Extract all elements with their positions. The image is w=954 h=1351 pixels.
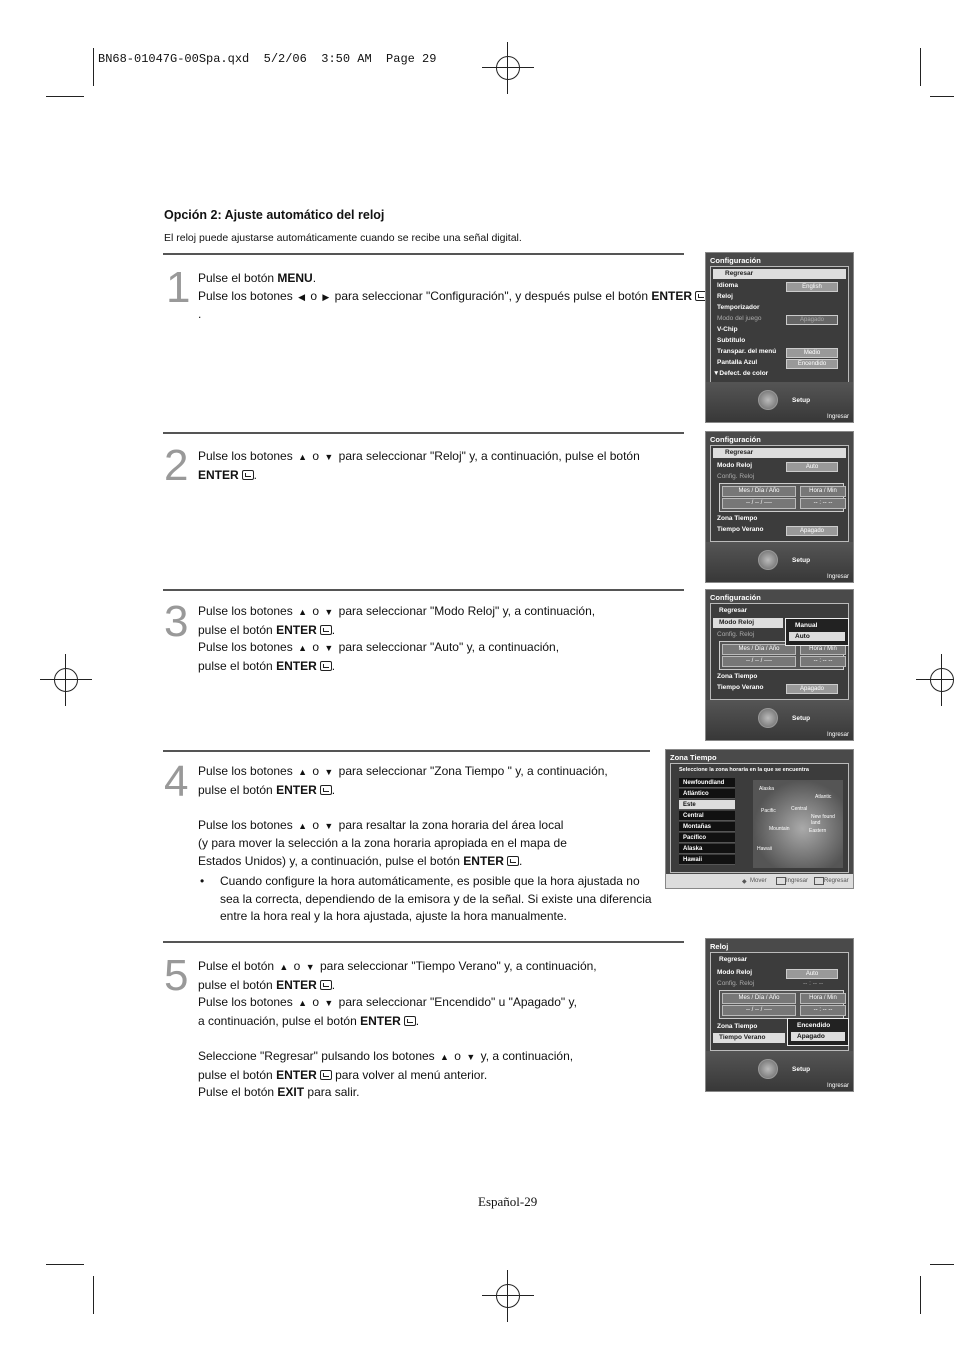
value-modo-juego: Apagado [786, 315, 838, 325]
up-arrow-icon: ▲ [298, 767, 307, 777]
ingresar-hint: Ingresar [826, 414, 849, 420]
step-divider [163, 589, 684, 591]
menu-item-v-chip[interactable]: V-Chip [717, 326, 738, 333]
step-4-text: Pulse los botones ▲ o ▼ para seleccionar "Zona Tiempo " y, a continuación, pulse el botón ENTER . Pulse los botones ▲ o ▼ para resaltar la zona horaria del área local (y para mover la selección a la zona horaria apropiada en el mapa de Estados Unidos) y, a continuación, pulse el botón ENTER . [198, 764, 608, 868]
up-arrow-icon: ▲ [298, 643, 307, 654]
zone-pacifico[interactable]: Pacífico [679, 833, 735, 843]
value-pantalla-azul: Encendido [786, 359, 838, 369]
crop-mark [930, 1264, 954, 1265]
zone-alaska[interactable]: Alaska [679, 844, 735, 854]
menu-item-zona-tiempo[interactable]: Zona Tiempo [717, 515, 758, 522]
right-arrow-icon: ▶ [322, 291, 330, 302]
menu-item-zona-tiempo[interactable]: Zona Tiempo [717, 1023, 758, 1030]
screen-footer [706, 382, 853, 422]
option-encendido[interactable]: Encendido [797, 1022, 831, 1029]
menu-item-modo-juego: Modo del juego [717, 315, 762, 322]
enter-icon [320, 785, 332, 795]
down-arrow-icon: ▼ [324, 452, 334, 462]
value-modo-reloj: Auto [786, 969, 838, 979]
setup-gear-icon [758, 708, 778, 728]
zona-instruction: Seleccione la zona horaria en la que se encuentra [679, 767, 809, 773]
step-divider [163, 253, 684, 255]
enter-icon [776, 877, 786, 885]
down-arrow-icon: ▼ [324, 820, 334, 831]
menu-item-tiempo-verano[interactable]: Tiempo Verano [713, 1033, 785, 1043]
menu-item-modo-reloj[interactable]: Modo Reloj [717, 969, 753, 976]
down-arrow-icon: ▼ [324, 998, 334, 1009]
enter-icon [320, 1070, 332, 1080]
zona-panel [670, 763, 849, 873]
step-divider [163, 750, 650, 752]
tv-screen-reloj [705, 431, 854, 583]
enter-icon [507, 856, 519, 866]
config-reloj-value: -- : -- -- [803, 980, 824, 987]
mover-hint: Mover [750, 878, 767, 884]
step-number: 2 [164, 441, 189, 490]
section-title: Opción 2: Ajuste automático del reloj [164, 208, 385, 222]
zone-newfoundland[interactable]: Newfoundland [679, 778, 735, 788]
zona-footer [666, 874, 853, 888]
map-label: Mountain [769, 826, 790, 832]
datetime-box [719, 990, 844, 1019]
crop-mark [93, 1276, 94, 1314]
modo-reloj-popup [785, 618, 849, 646]
setup-gear-icon [758, 390, 778, 410]
setup-label: Setup [792, 557, 811, 564]
option-auto[interactable]: Auto [789, 632, 845, 641]
crop-mark [920, 48, 921, 86]
zone-hawaii[interactable]: Hawaii [679, 855, 735, 865]
setup-gear-icon [758, 550, 778, 570]
crop-mark [930, 96, 954, 97]
enter-icon [242, 470, 254, 480]
option-manual[interactable]: Manual [795, 622, 818, 629]
registration-mark-icon [488, 48, 528, 88]
ingresar-hint: Ingresar [826, 1083, 849, 1089]
date-value: -- / -- / ---- [722, 656, 796, 667]
menu-item-regresar[interactable]: Regresar [719, 956, 748, 963]
step-number: 5 [164, 951, 189, 1000]
map-label: Central [791, 806, 808, 812]
step-2-text: Pulse los botones ▲ o ▼ para seleccionar "Reloj" y, a continuación, pulse el botón ENTER . [198, 449, 640, 482]
tv-screen-configuracion [705, 252, 854, 423]
registration-mark-icon [922, 660, 954, 700]
up-arrow-icon: ▲ [440, 1051, 449, 1062]
menu-item-regresar[interactable]: Regresar [713, 269, 846, 279]
setup-label: Setup [792, 1066, 811, 1073]
map-label: Alaska [759, 786, 775, 792]
screen-title: Configuración [710, 593, 761, 602]
tv-screen-zona-tiempo [665, 749, 854, 889]
step-divider [163, 941, 684, 943]
map-label: Hawaii [757, 846, 773, 852]
map-label: New found land [811, 814, 835, 826]
time-header: Hora / Min [800, 993, 846, 1004]
zone-atlantico[interactable]: Atlántico [679, 789, 735, 799]
setup-gear-icon [758, 1059, 778, 1079]
up-arrow-icon: ▲ [279, 962, 289, 972]
menu-item-regresar[interactable]: Regresar [713, 448, 846, 458]
date-header: Mes / Día / Año [722, 486, 796, 497]
enter-icon [320, 980, 332, 990]
move-arrows-icon: ◆ [742, 879, 747, 885]
time-value: -- : -- -- [800, 1005, 846, 1016]
screen-title: Configuración [710, 435, 761, 444]
page-number: Español-29 [478, 1194, 538, 1209]
menu-item-zona-tiempo[interactable]: Zona Tiempo [717, 673, 758, 680]
zone-central[interactable]: Central [679, 811, 735, 821]
value-tiempo-verano: Apagado [786, 526, 838, 536]
us-timezone-map[interactable] [753, 780, 843, 868]
datetime-box [719, 483, 844, 512]
menu-panel [710, 266, 849, 383]
menu-item-tiempo-verano[interactable]: Tiempo Verano [717, 684, 764, 691]
map-label: Eastern [809, 828, 827, 834]
return-icon [814, 877, 824, 885]
screen-footer [706, 700, 853, 740]
screen-footer [706, 1051, 853, 1091]
zone-este[interactable]: Este [679, 800, 735, 810]
menu-item-modo-reloj[interactable]: Modo Reloj [717, 462, 753, 469]
time-header: Hora / Min [800, 486, 846, 497]
up-arrow-icon: ▲ [298, 607, 307, 617]
time-header: Hora / Min [800, 644, 846, 655]
crop-mark [93, 48, 94, 86]
menu-item-tiempo-verano[interactable]: Tiempo Verano [717, 526, 764, 533]
crop-mark [46, 1264, 84, 1265]
enter-icon [320, 625, 332, 635]
option-apagado[interactable]: Apagado [791, 1032, 845, 1041]
down-arrow-icon: ▼ [324, 767, 334, 777]
screen-footer [706, 542, 853, 582]
value-tiempo-verano: Apagado [786, 684, 838, 694]
menu-item-config-reloj: Config. Reloj [717, 473, 755, 480]
step-3-text: Pulse los botones ▲ o ▼ para seleccionar "Modo Reloj" y, a continuación, pulse el botón ENTER . Pulse los botones ▲ o ▼ para seleccionar "Auto" y, a continuación, pulse el botón ENTER . [198, 604, 596, 673]
date-header: Mes / Día / Año [722, 644, 796, 655]
step-number: 4 [164, 757, 189, 806]
menu-panel [710, 603, 849, 700]
menu-item-temporizador[interactable]: Temporizador [717, 304, 760, 311]
setup-label: Setup [792, 715, 811, 722]
crop-mark [920, 1276, 921, 1314]
value-modo-reloj: Auto [786, 462, 838, 472]
step-number: 3 [164, 597, 189, 646]
step-1-text: Pulse el botón MENU. Pulse los botones ◀ o ▶ para seleccionar "Configuración", y después pulse el botón ENTER. [198, 270, 708, 324]
ingresar-hint: Ingresar [826, 732, 849, 738]
note-bullet: • Cuando configure la hora automáticamente, es posible que la hora ajustada no sea la correcta, dependiendo de la emisora y de la señal. Si existe una diferencia entre la hora real y la hora ajustada, ajuste la hora manualmente. [200, 874, 652, 924]
step-divider [163, 432, 684, 434]
map-label: Pacific [761, 808, 776, 814]
time-value: -- : -- -- [800, 656, 846, 667]
menu-item-subtitulo[interactable]: Subtítulo [717, 337, 746, 344]
down-arrow-icon: ▼ [305, 962, 315, 972]
time-value: -- : -- -- [800, 498, 846, 509]
up-arrow-icon: ▲ [298, 998, 307, 1009]
menu-panel [710, 445, 849, 542]
map-label: Atlantic [815, 794, 832, 800]
ingresar-hint: Ingresar [826, 574, 849, 580]
date-value: -- / -- / ---- [722, 1005, 796, 1016]
menu-panel [710, 952, 849, 1051]
menu-item-config-reloj: Config. Reloj [717, 631, 755, 638]
enter-icon [404, 1016, 416, 1026]
menu-item-config-reloj: Config. Reloj [717, 980, 755, 987]
value-transparencia: Medio [786, 348, 838, 358]
down-arrow-icon: ▼ [324, 643, 334, 654]
print-slug: BN68-01047G-00Spa.qxd 5/2/06 3:50 AM Page 29 [98, 52, 437, 66]
section-intro: El reloj puede ajustarse automáticamente cuando se recibe una señal digital. [164, 232, 522, 244]
date-value: -- / -- / ---- [722, 498, 796, 509]
date-header: Mes / Día / Año [722, 993, 796, 1004]
left-arrow-icon: ◀ [298, 291, 305, 302]
value-idioma: English [786, 282, 838, 292]
registration-mark-icon [46, 660, 86, 700]
menu-item-pantalla-azul[interactable]: Pantalla Azul [717, 359, 758, 366]
down-arrow-icon: ▼ [324, 607, 334, 617]
screen-title: Reloj [710, 942, 729, 951]
regresar-hint: Regresar [824, 878, 849, 884]
tv-screen-modo-reloj [705, 589, 854, 741]
registration-mark-icon [488, 1276, 528, 1316]
menu-item-reloj[interactable]: Reloj [717, 293, 733, 300]
up-arrow-icon: ▲ [298, 820, 307, 831]
menu-item-idioma[interactable]: Idioma [717, 282, 738, 289]
step-5-text: Pulse el botón ▲ o ▼ para seleccionar "Tiempo Verano" y, a continuación, pulse el botón ENTER . Pulse los botones ▲ o ▼ para seleccionar "Encendido" u "Apagado" y, a continuación, pulse el botón ENTER . Seleccione "Regresar" pulsando los botones ▲ o ▼ y, a continuación, pulse el botón ENTER para volver al menú anterior. Pulse el botón EXIT para salir. [198, 959, 597, 1100]
tv-screen-tiempo-verano [705, 938, 854, 1092]
enter-icon [320, 661, 332, 671]
tiempo-verano-popup [787, 1018, 849, 1046]
up-arrow-icon: ▲ [298, 452, 307, 462]
screen-title: Zona Tiempo [670, 753, 717, 762]
screen-title: Configuración [710, 256, 761, 265]
menu-item-regresar[interactable]: Regresar [719, 607, 748, 614]
ingresar-hint: Ingresar [786, 878, 809, 884]
step-number: 1 [166, 263, 191, 312]
crop-mark [46, 96, 84, 97]
setup-label: Setup [792, 397, 811, 404]
menu-item-modo-reloj[interactable]: Modo Reloj [713, 618, 783, 628]
menu-item-transparencia[interactable]: Transpar. del menú [717, 348, 777, 355]
menu-item-defecto-color[interactable]: ▼Defect. de color [713, 370, 769, 377]
down-arrow-icon: ▼ [466, 1051, 476, 1062]
zone-montanas[interactable]: Montañas [679, 822, 735, 832]
